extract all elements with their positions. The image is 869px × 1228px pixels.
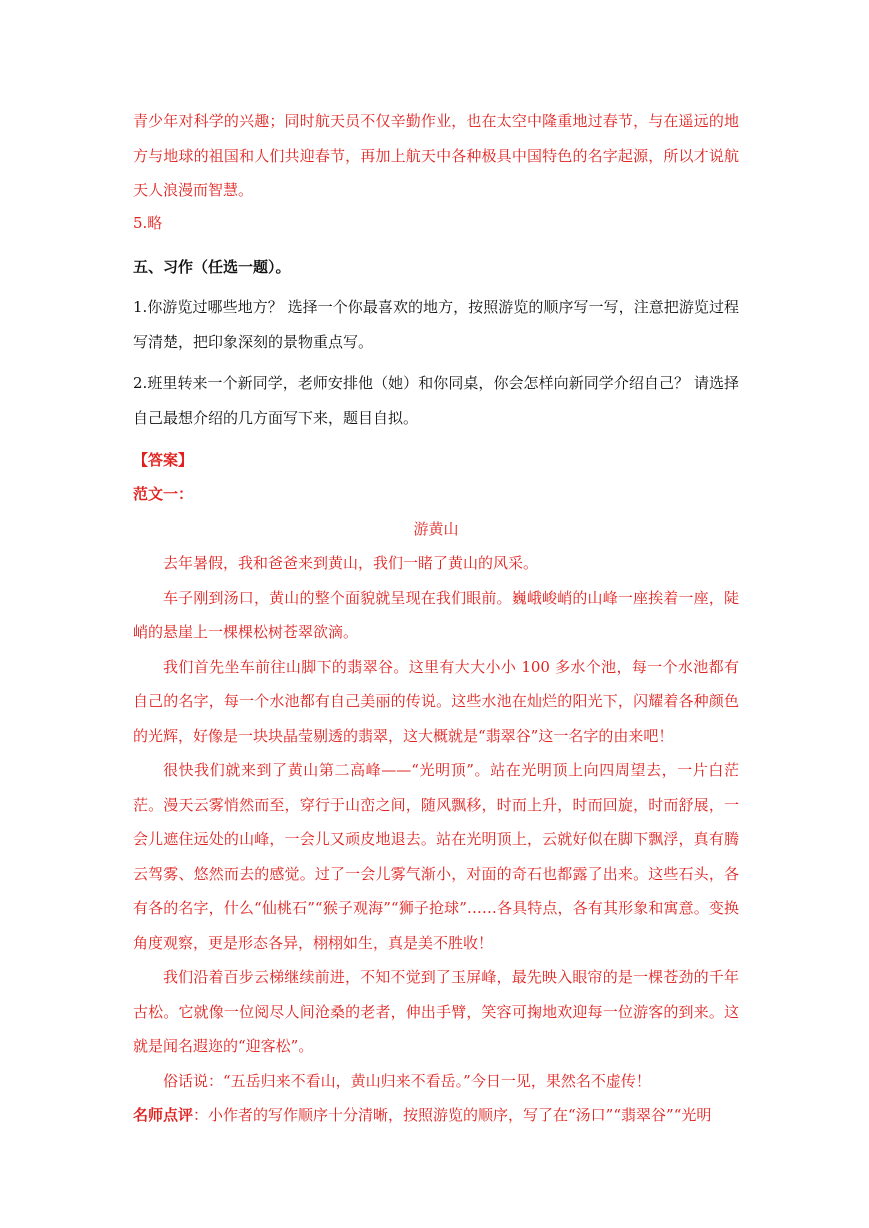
essay-body [133, 546, 739, 1133]
writing-task-1: 1.你游览过哪些地方？ 选择一个你最喜欢的地方，按照游览的顺序写一写，注意把游览过程写清楚，把印象深刻的景物重点写。 [133, 298, 739, 351]
essay-paragraph: 去年暑假，我和爸爸来到黄山，我们一睹了黄山的风采。 [163, 554, 539, 572]
sample-essay-label: 范文一： [133, 485, 194, 503]
writing-task-2: 2.班里转来一个新同学，老师安排他（她）和你同桌，你会怎样向新同学介绍自己？ 请选择自己最想介绍的几方面写下来，题目自拟。 [133, 374, 739, 427]
essay-paragraph: 俗话说：“五岳归来不看山，黄山归来不看岳。”今日一见，果然名不虚传！ [163, 1071, 651, 1090]
essay-paragraph: 我们首先坐车前往山脚下的翡翠谷。这里有大大小小 100 多水个池，每一个水池都有自己的名字，每一个水池都有自己美丽的传说。这些水池在灿烂的阳光下，闪耀着各种颜色的光辉，好像是一块块晶莹剔透的翡翠，这大概就是“翡翠谷”这一名字的由来吧！ [133, 657, 739, 745]
essay-paragraph: 我们沿着百步云梯继续前进，不知不觉到了玉屏峰，最先映入眼帘的是一棵苍劲的千年古松。它就像一位阅尽人间沧桑的老者，伸出手臂，笑容可掬地欢迎每一位游客的到来。这就是闻名遐迩的“迎客松”。 [133, 968, 739, 1055]
question-5-answer: 5.略 [133, 214, 163, 232]
essay-paragraph: 车子刚到汤口，黄山的整个面貌就呈现在我们眼前。巍峨峻峭的山峰一座挨着一座，陡峭的悬崖上一棵棵松树苍翠欲滴。 [133, 588, 739, 641]
teacher-comment [133, 1098, 739, 1133]
teacher-comment-label: 名师点评 [133, 1106, 194, 1124]
previous-answer-paragraph: 青少年对科学的兴趣；同时航天员不仅辛勤作业，也在太空中隆重地过春节，与在遥远的地方与地球的祖国和人们共迎春节，再加上航天中各种极具中国特色的名字起源，所以才说航天人浪漫而智慧。 [133, 112, 739, 199]
essay-title: 游黄山 [413, 520, 459, 538]
answer-label: 【答案】 [133, 451, 194, 469]
teacher-comment-text: ：小作者的写作顺序十分清晰，按照游览的顺序，写了在“汤口”“翡翠谷”“光明 [193, 1106, 712, 1124]
essay-paragraph: 很快我们就来到了黄山第二高峰——“光明顶”。站在光明顶上向四周望去，一片白茫茫。漫天云雾悄然而至，穿行于山峦之间，随风飘移，时而上升，时而回旋，时而舒展，一会儿遮住远处的山峰，一会儿又顽皮地退去。站在光明顶上，云就好似在脚下飘浮，真有腾云驾雾、悠然而去的感觉。过了一会儿雾气渐小，对面的奇石也都露了出来。这些石头，各有各的名字，什么“仙桃石”“猴子观海”“狮子抢球”……各具特点，各有其形象和寓意。变换角度观察，更是形态各异，栩栩如生，真是美不胜收！ [133, 761, 739, 952]
section-title: 五、习作（任选一题）。 [133, 258, 291, 276]
